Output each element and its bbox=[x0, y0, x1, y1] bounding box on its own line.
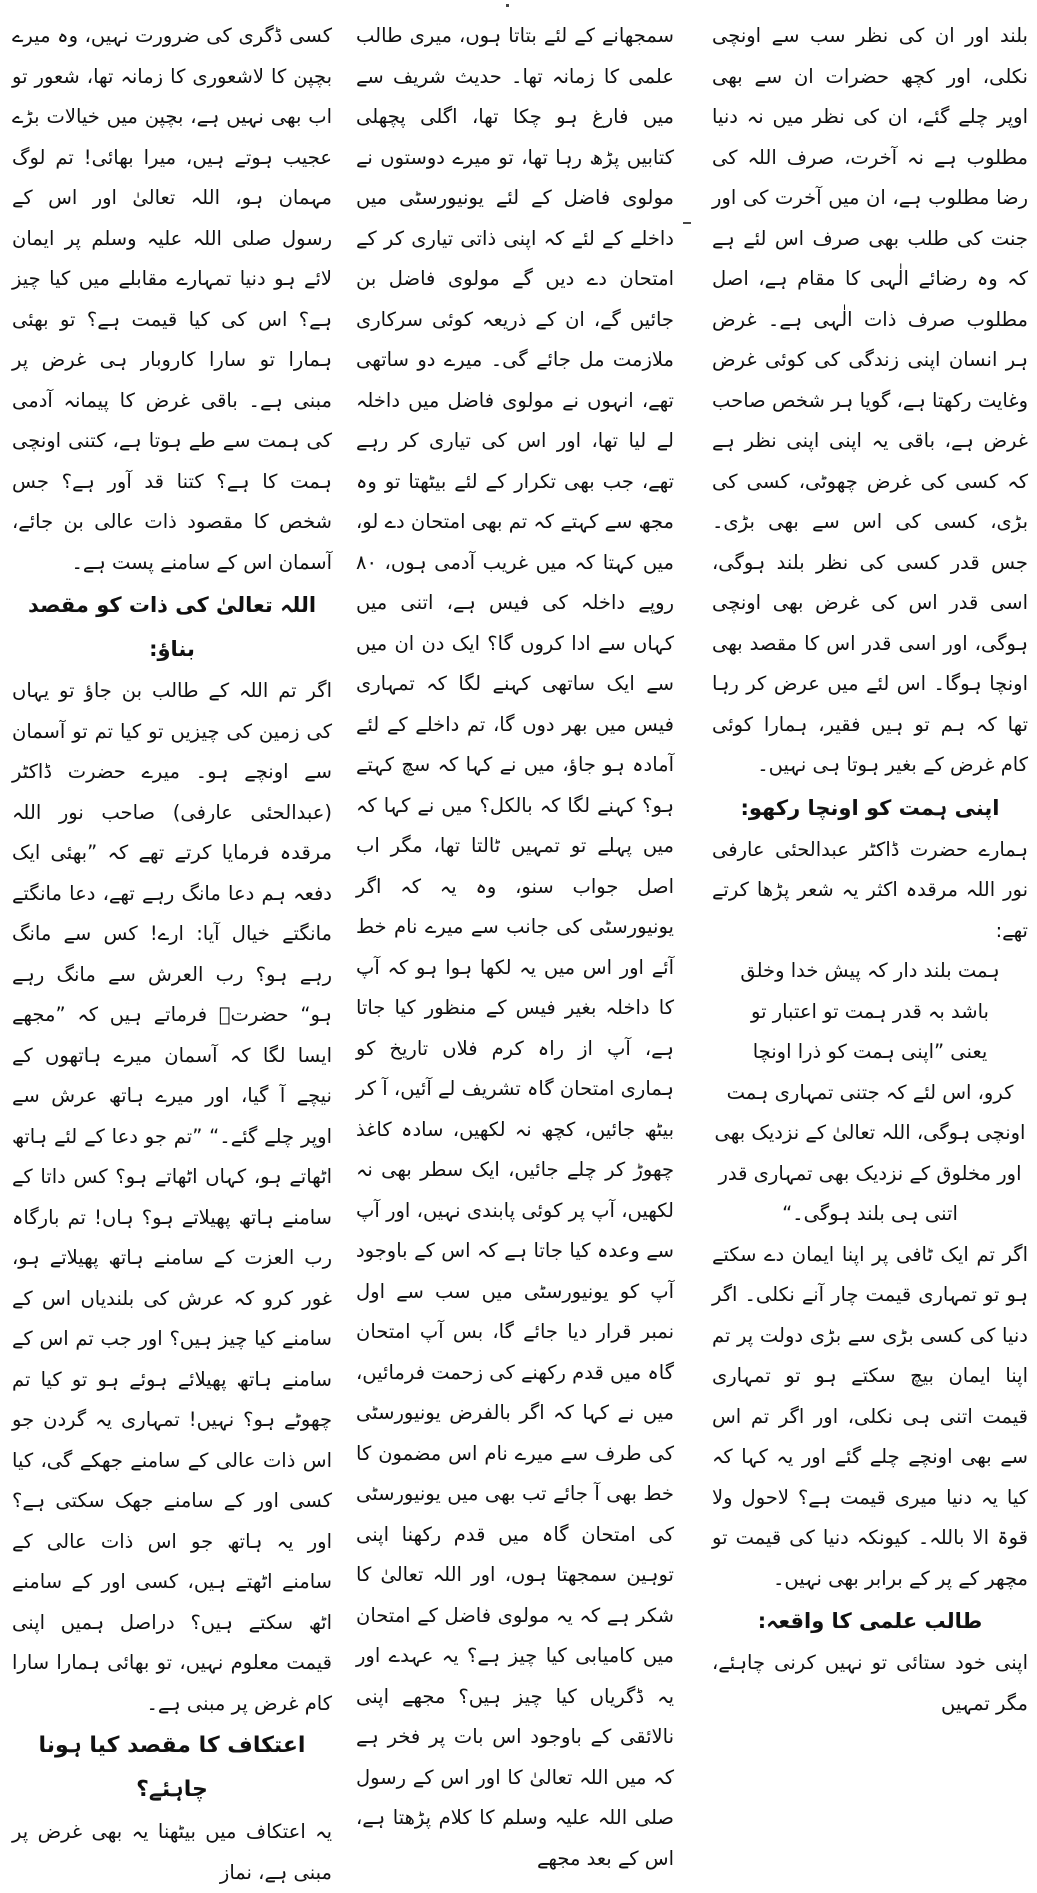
margin-mark bbox=[683, 222, 691, 224]
section-heading: اعتکاف کا مقصد کیا ہونا چاہئے؟ bbox=[38, 1733, 306, 1802]
paragraph: بلند اور ان کی نظر سب سے اونچی نکلی، اور کچھ حضرات ان سے بھی اوپر چلے گئے، ان کی نظر میں نہ دنیا مطلوب ہے نہ آخرت، صرف اللہ کی رضا مطلوب ہے، ان میں آخرت کی اور جنت کی طلب بھی صرف اس لئے ہے کہ وہ رضائے الٰہی کا مقام ہے، اصل مطلوب صرف ذات الٰہی ہے۔ غرض ہر انسان اپنی زندگی کی کوئی غرض وغایت رکھتا ہے، گویا ہر شخص صاحب غرض ہے، باقی یہ اپنی اپنی نظر ہے کہ کسی کی غرض چھوٹی، کسی کی بڑی، کسی کی اس سے بھی بڑی۔ جس قدر کسی کی نظر بلند ہوگی، اسی قدر اس کی غرض بھی اونچی ہوگی، اور اسی قدر اس کا مقصد بھی اونچا ہوگا۔ اس لئے میں عرض کر رہا تھا کہ ہم تو ہیں فقیر، ہمارا کوئی کام غرض کے بغیر ہوتا ہی نہیں۔ bbox=[712, 24, 1028, 776]
paragraph: اگر تم ایک ٹافی پر اپنا ایمان دے سکتے ہو تو تمہاری قیمت چار آنے نکلی۔ اگر دنیا کی کسی بڑی سے بڑی دولت پر تم اپنا ایمان بیچ سکتے ہو تو تمہاری قیمت اتنی ہی نکلی، اور اگر تم اس سے بھی اونچے چلے گئے اور یہ کہا کہ کیا یہ دنیا میری قیمت ہے؟ لاحول ولا قوۃ الا باللہ۔ کیونکہ دنیا کی قیمت تو مچھر کے پر کے برابر بھی نہیں۔ bbox=[712, 1242, 1028, 1590]
paragraph: سمجھانے کے لئے بتاتا ہوں، میری طالب علمی کا زمانہ تھا۔ حدیث شریف سے میں فارغ ہو چکا تھا، اگلی پچھلی کتابیں پڑھ رہا تھا، تو میرے دوستوں نے مولوی فاضل کے لئے یونیورسٹی میں داخلے کے لئے کہ اپنی ذاتی تیاری کر کے امتحان دے دیں گے مولوی فاضل بن جائیں گے، ان کے ذریعہ کوئی سرکاری ملازمت مل جائے گی۔ میرے دو ساتھی تھے، انہوں نے مولوی فاضل میں داخلہ لے لیا تھا، اور اس کی تیاری کر رہے تھے، جب بھی تکرار کے لئے بیٹھتا تو وہ مجھ سے کہتے کہ تم بھی امتحان دے لو، میں کہتا کہ میں غریب آدمی ہوں، ۸۰ روپے داخلہ کی فیس ہے، اتنی میں کہاں سے ادا کروں گا؟ ایک دن ان میں سے ایک ساتھی کہنے لگا کہ تمہاری فیس میں بھر دوں گا، تم داخلے کے لئے آمادہ ہو جاؤ، میں نے کہا کہ سچ کہتے ہو؟ کہنے لگا کہ بالکل؟ میں نے کہا کہ میں پہلے تو تمہیں ٹالتا تھا، مگر اب اصل جواب سنو، وہ یہ کہ اگر یونیورسٹی کی جانب سے میرے نام خط آئے اور اس میں یہ لکھا ہوا ہو کہ آپ کا داخلہ بغیر فیس کے منظور کیا جاتا ہے، آپ از راہ کرم فلاں تاریخ کو ہماری امتحان گاہ تشریف لے آئیں، آ کر بیٹھ جائیں، کچھ نہ لکھیں، سادہ کاغذ چھوڑ کر چلے جائیں، ایک سطر بھی نہ لکھیں، آپ پر کوئی پابندی نہیں، اور آپ سے وعدہ کیا جاتا ہے کہ اس کے باوجود آپ کو یونیورسٹی میں سب سے اول نمبر قرار دیا جائے گا، بس آپ امتحان گاہ میں قدم رکھنے کی زحمت فرمائیں، میں نے کہا کہ اگر بالفرض یونیورسٹی کی طرف سے میرے نام اس مضمون کا خط بھی آ جائے تب بھی میں یونیورسٹی کی امتحان گاہ میں قدم رکھنا اپنی توہین سمجھتا ہوں، اور اللہ تعالیٰ کا شکر ہے کہ یہ مولوی فاضل کے امتحان میں کامیابی کیا چیز ہے؟ یہ عہدے اور یہ ڈگریاں کیا چیز ہیں؟ مجھے اپنی نالائقی کے باوجود اس بات پر فخر ہے کہ میں اللہ تعالیٰ کا اور اس کے رسول صلی اللہ علیہ وسلم کا کلام پڑھتا ہے، اس کے بعد مجھے bbox=[356, 24, 674, 1870]
poem-line: اونچی ہوگی، اللہ تعالیٰ کے نزدیک بھی bbox=[714, 1121, 1026, 1144]
paragraph: اگر تم اللہ کے طالب بن جاؤ تو یہاں کی زمین کی چیزیں تو کیا تم تو آسمان سے اونچے ہو۔ میرے حضرت ڈاکٹر (عبدالحئی عارفی) صاحب نور اللہ مرقدہ فرمایا کرتے تھے کہ ”بھئی ایک دفعہ ہم دعا مانگ رہے تھے، دعا مانگتے مانگتے خیال آیا: ارے! کس سے مانگ رہے ہو؟ رب العرش سے مانگ رہے ہو“ حضرتؒ فرماتے ہیں کہ ”مجھے ایسا لگا کہ آسمان میرے ہاتھوں کے نیچے آ گیا، اور میرے ہاتھ عرش سے اوپر چلے گئے۔“ ”تم جو دعا کے لئے ہاتھ اٹھاتے ہو، کہاں اٹھاتے ہو؟ کس داتا کے سامنے ہاتھ پھیلاتے ہو؟ ہاں! تم بارگاہ رب العزت کے سامنے ہاتھ پھیلاتے ہو، غور کرو کہ عرش کی بلندیاں اس کے سامنے کیا چیز ہیں؟ اور جب تم اس کے سامنے ہاتھ پھیلائے ہوئے ہو تو کیا تم چھوٹے ہو؟ نہیں! تمہاری یہ گردن جو اس ذات عالی کے سامنے جھکے گی، کیا کسی اور کے سامنے جھک سکتی ہے؟ اور یہ ہاتھ جو اس ذات عالی کے سامنے اٹھتے ہیں، کسی اور کے سامنے اٹھ سکتے ہیں؟ دراصل ہمیں اپنی قیمت معلوم نہیں، تو بھائی ہمارا سارا کام غرض پر مبنی ہے۔ bbox=[12, 679, 332, 1715]
poem-line: ہمت بلند دار کہ پیش خدا وخلق bbox=[740, 959, 1000, 982]
column-left bbox=[12, 16, 332, 1884]
section-heading: طالب علمی کا واقعہ: bbox=[757, 1609, 983, 1633]
poem-line: یعنی ”اپنی ہمت کو ذرا اونچا bbox=[752, 1040, 988, 1063]
page-mark bbox=[506, 4, 509, 7]
paragraph: اپنی خود ستائی تو نہیں کرنی چاہئے، مگر تمہیں bbox=[712, 1651, 1028, 1715]
paragraph: کسی ڈگری کی ضرورت نہیں، وہ میرے بچپن کا لاشعوری کا زمانہ تھا، شعور تو اب بھی نہیں ہے، بچپن میں خیالات بڑے عجیب ہوتے ہیں، میرا بھائی! تم لوگ مہمان ہو، اللہ تعالیٰ اور اس کے رسول صلی اللہ علیہ وسلم پر ایمان لائے ہو دنیا تمہارے مقابلے میں کیا چیز ہے؟ اس کی کیا قیمت ہے؟ تو بھئی ہمارا تو سارا کاروبار ہی غرض پر مبنی ہے۔ باقی غرض کا پیمانہ آدمی کی ہمت سے طے ہوتا ہے، کتنی اونچی ہمت کا ہے؟ کتنا قد آور ہے؟ جس شخص کا مقصود ذات عالی بن جائے، آسمان اس کے سامنے پست ہے۔ bbox=[12, 24, 332, 574]
section-heading: اپنی ہمت کو اونچا رکھو: bbox=[740, 795, 1000, 820]
column-middle bbox=[356, 16, 674, 1870]
poem-line: باشد بہ قدر ہمت تو اعتبار تو bbox=[751, 999, 989, 1023]
poem-line: اتنی ہی بلند ہوگی۔“ bbox=[782, 1202, 958, 1225]
column-right bbox=[712, 16, 1028, 1715]
paragraph: یہ اعتکاف میں بیٹھنا یہ بھی غرض پر مبنی ہے، نماز bbox=[12, 1820, 332, 1884]
poem bbox=[712, 951, 1028, 1235]
poem-line: کرو، اس لئے کہ جتنی تمہاری ہمت bbox=[726, 1080, 1014, 1104]
poem-line: اور مخلوق کے نزدیک بھی تمہاری قدر bbox=[718, 1161, 1022, 1185]
paragraph: ہمارے حضرت ڈاکٹر عبدالحئی عارفی نور اللہ مرقدہ اکثر یہ شعر پڑھا کرتے تھے: bbox=[712, 837, 1028, 942]
section-heading: اللہ تعالیٰ کی ذات کو مقصد بناؤ: bbox=[27, 593, 317, 661]
